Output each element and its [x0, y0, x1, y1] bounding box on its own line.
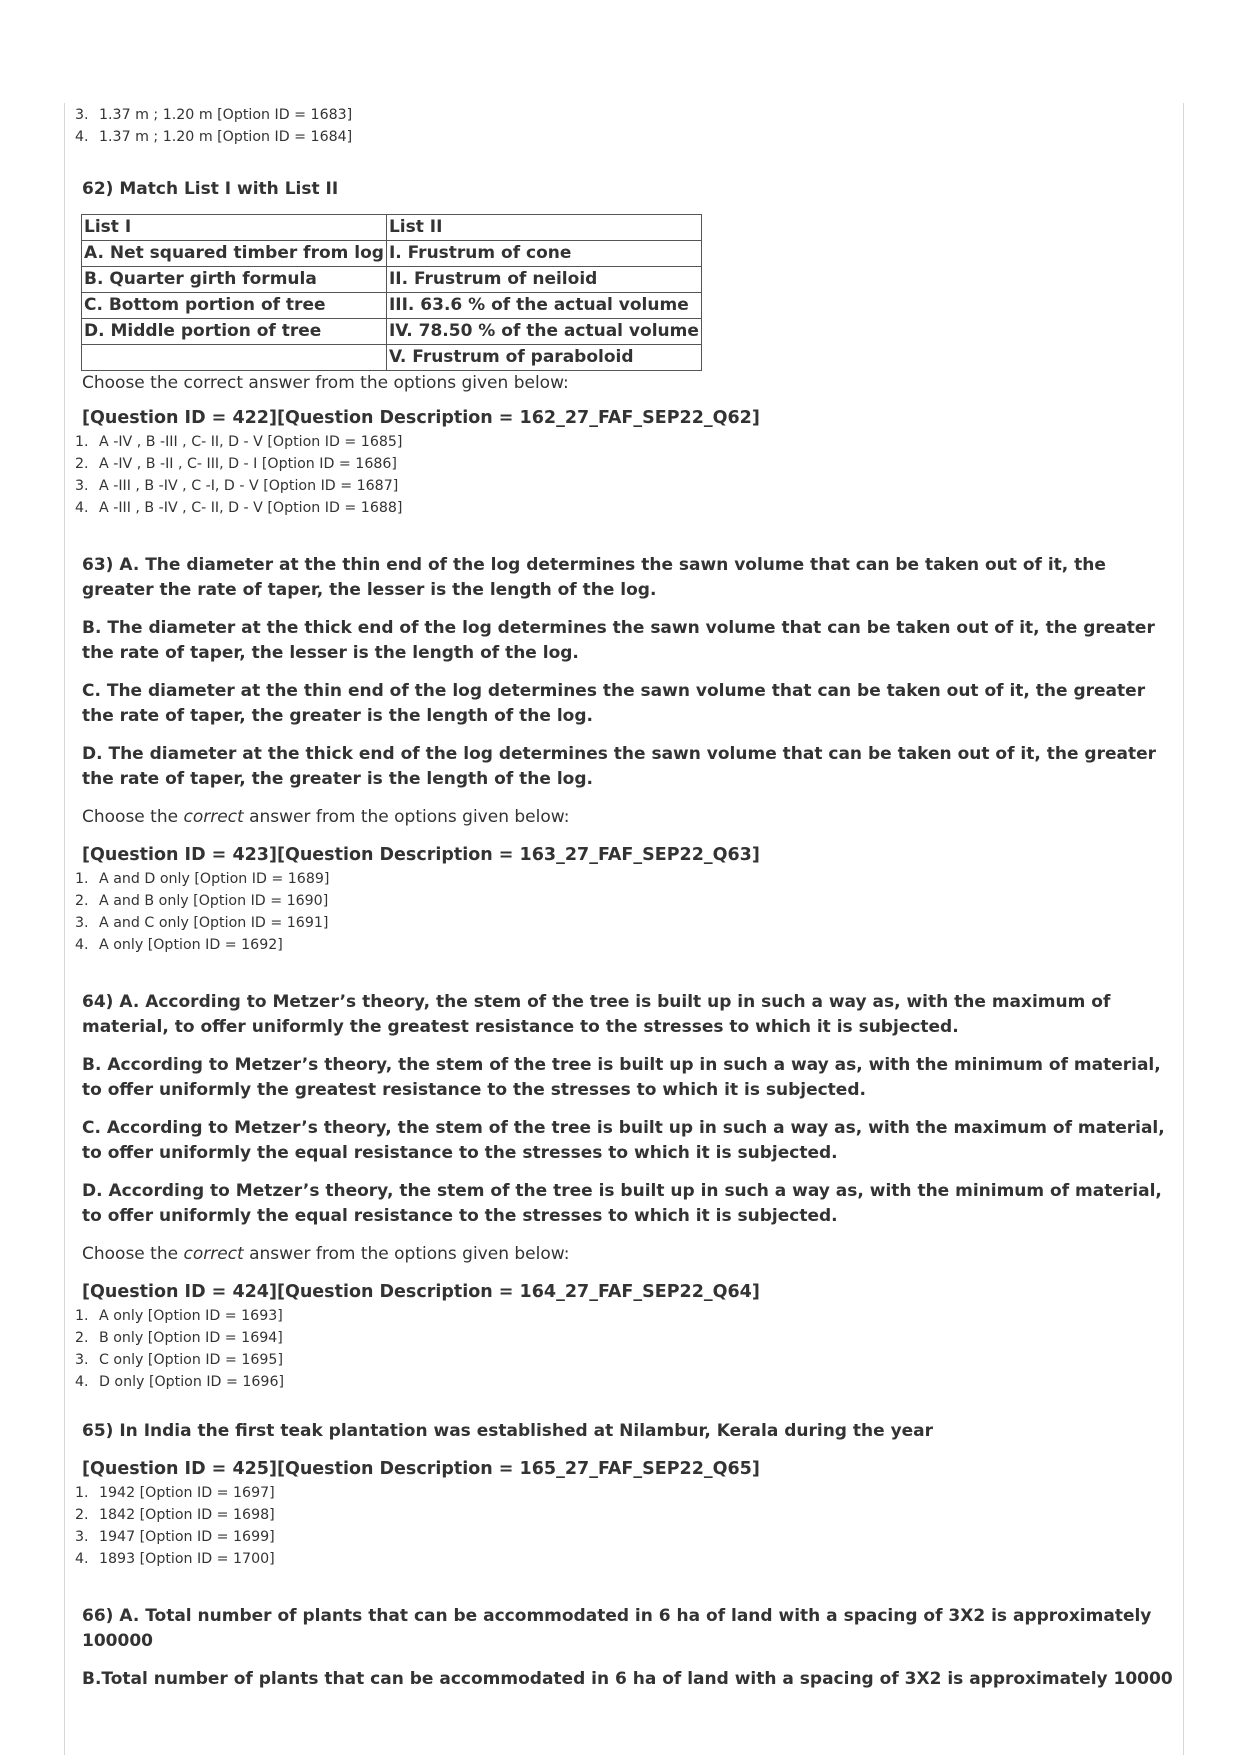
option-item: 1. A and D only [Option ID = 1689]	[75, 871, 330, 887]
table-row	[82, 293, 702, 319]
table-header-cell: List I	[82, 215, 387, 241]
statement-d: D. According to Metzer’s theory, the stem of the tree is built up in such a way as, with the minimum of material, to offer uniformly the equal resistance to the stresses to which it is subjected.	[82, 1181, 1162, 1226]
option-item: 2. A and B only [Option ID = 1690]	[75, 893, 329, 909]
table-cell: A. Net squared timber from log	[82, 241, 387, 267]
table-cell: I. Frustrum of cone	[386, 241, 701, 267]
statement-b: B. The diameter at the thick end of the log determines the sawn volume that can be taken out of it, the greater the rate of taper, the lesser is the length of the log.	[82, 618, 1155, 663]
question-paper-content	[75, 104, 1175, 1705]
match-table	[81, 214, 702, 371]
prev-question-options	[75, 104, 1175, 148]
option-item: 3. 1947 [Option ID = 1699]	[75, 1529, 275, 1545]
table-cell: IV. 78.50 % of the actual volume	[386, 319, 701, 345]
option-item: 3. A and C only [Option ID = 1691]	[75, 915, 329, 931]
table-row	[82, 267, 702, 293]
question-id: [Question ID = 425][Question Description = 165_27_FAF_SEP22_Q65]	[82, 1459, 760, 1479]
question-id: [Question ID = 422][Question Description = 162_27_FAF_SEP22_Q62]	[82, 408, 760, 428]
option-item: 1. A -IV , B -III , C- II, D - V [Option ID = 1685]	[75, 434, 403, 450]
option-item: 4. A only [Option ID = 1692]	[75, 937, 283, 953]
question-id: [Question ID = 423][Question Description = 163_27_FAF_SEP22_Q63]	[82, 845, 760, 865]
statement-c: C. The diameter at the thin end of the log determines the sawn volume that can be taken out of it, the greater the rate of taper, the greater is the length of the log.	[82, 681, 1146, 726]
question-65	[75, 1419, 1175, 1570]
statement-a: 64) A. According to Metzer’s theory, the stem of the tree is built up in such a way as, with the maximum of material, to offer uniformly the greatest resistance to the stresses to which it is subjected.	[82, 992, 1111, 1037]
table-cell: B. Quarter girth formula	[82, 267, 387, 293]
options-list	[75, 868, 1175, 956]
option-item: 2. A -IV , B -II , C- III, D - I [Option ID = 1686]	[75, 456, 397, 472]
option-item: 4. D only [Option ID = 1696]	[75, 1374, 285, 1390]
question-62	[75, 177, 1175, 519]
option-item: 3. 1.37 m ; 1.20 m [Option ID = 1683]	[75, 107, 353, 123]
table-cell: V. Frustrum of paraboloid	[386, 345, 701, 371]
statement-d: D. The diameter at the thick end of the log determines the sawn volume that can be taken out of it, the greater the rate of taper, the greater is the length of the log.	[82, 744, 1156, 789]
option-item: 3. C only [Option ID = 1695]	[75, 1352, 283, 1368]
option-item: 1. 1942 [Option ID = 1697]	[75, 1485, 275, 1501]
options-list	[75, 1305, 1175, 1393]
choose-instruction: Choose the correct answer from the options given below:	[82, 373, 569, 393]
choose-instruction: Choose the correct answer from the options given below:	[82, 1244, 570, 1264]
question-title: 62) Match List I with List II	[82, 179, 339, 199]
table-cell: III. 63.6 % of the actual volume	[386, 293, 701, 319]
statement-a: 66) A. Total number of plants that can be accommodated in 6 ha of land with a spacing of 3X2 is approximately 100000	[82, 1606, 1152, 1651]
table-cell: D. Middle portion of tree	[82, 319, 387, 345]
page-border-right	[1183, 103, 1184, 1755]
question-id: [Question ID = 424][Question Description = 164_27_FAF_SEP22_Q64]	[82, 1282, 760, 1302]
question-66	[75, 1604, 1175, 1692]
table-row	[82, 241, 702, 267]
table-header-cell: List II	[386, 215, 701, 241]
statement-c: C. According to Metzer’s theory, the stem of the tree is built up in such a way as, with the maximum of material, to offer uniformly the equal resistance to the stresses to which it is subjected.	[82, 1118, 1165, 1163]
option-item: 2. B only [Option ID = 1694]	[75, 1330, 283, 1346]
statement-b: B. According to Metzer’s theory, the stem of the tree is built up in such a way as, with the minimum of material, to offer uniformly the greatest resistance to the stresses to which it is subjected.	[82, 1055, 1161, 1100]
statement-b: B.Total number of plants that can be accommodated in 6 ha of land with a spacing of 3X2 is approximately 10000	[82, 1669, 1173, 1689]
table-row	[82, 319, 702, 345]
table-cell: C. Bottom portion of tree	[82, 293, 387, 319]
option-item: 2. 1842 [Option ID = 1698]	[75, 1507, 275, 1523]
options-list	[75, 431, 1175, 519]
question-63	[75, 553, 1175, 956]
question-64	[75, 990, 1175, 1393]
table-cell	[82, 345, 387, 371]
statement-a: 63) A. The diameter at the thin end of the log determines the sawn volume that can be taken out of it, the greater the rate of taper, the lesser is the length of the log.	[82, 555, 1106, 600]
choose-instruction: Choose the correct answer from the options given below:	[82, 807, 570, 827]
table-row	[82, 345, 702, 371]
option-item: 1. A only [Option ID = 1693]	[75, 1308, 283, 1324]
page-border-left	[64, 103, 65, 1755]
option-item: 4. A -III , B -IV , C- II, D - V [Option ID = 1688]	[75, 500, 403, 516]
option-item: 4. 1893 [Option ID = 1700]	[75, 1551, 275, 1567]
question-title: 65) In India the first teak plantation was established at Nilambur, Kerala during the year	[82, 1421, 934, 1441]
table-header-row	[82, 215, 702, 241]
table-cell: II. Frustrum of neiloid	[386, 267, 701, 293]
option-item: 3. A -III , B -IV , C -I, D - V [Option ID = 1687]	[75, 478, 399, 494]
option-item: 4. 1.37 m ; 1.20 m [Option ID = 1684]	[75, 129, 353, 145]
options-list	[75, 1482, 1175, 1570]
